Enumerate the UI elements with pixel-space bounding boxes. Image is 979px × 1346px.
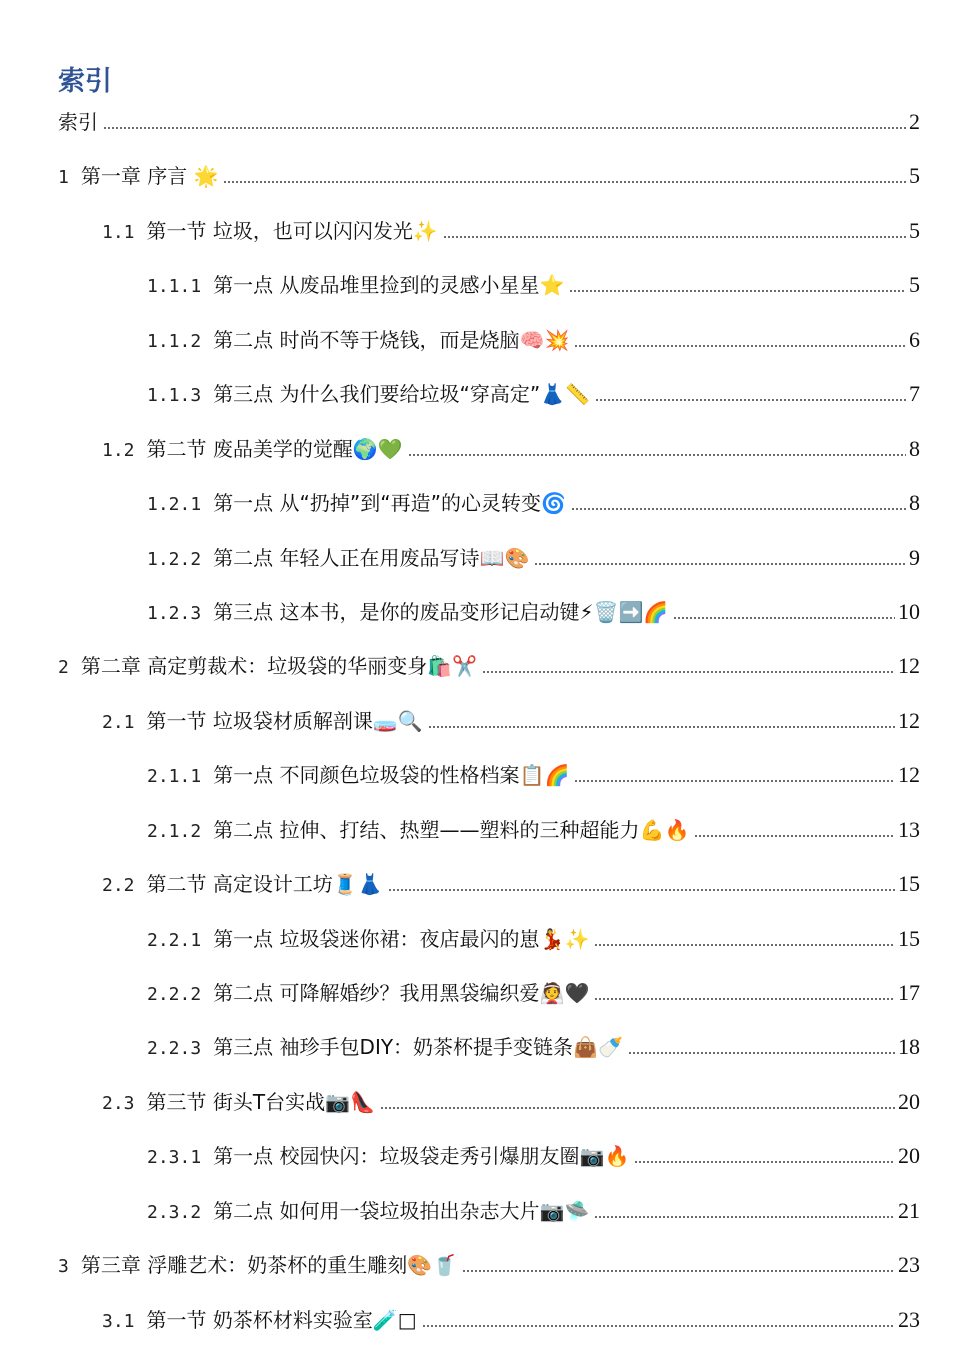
toc-entry-number: 2.2.2: [147, 984, 202, 1005]
petri-dish-icon: 🧫: [372, 708, 398, 733]
dot-leader: [103, 127, 906, 129]
toc-entry-title: 第二节 高定设计工坊: [146, 872, 333, 897]
toc-entry-page-number: 7: [909, 381, 920, 407]
toc-entry-title: 第二章 高定剪裁术：垃圾袋的华丽变身: [80, 654, 428, 679]
toc-entry-label: [102, 706, 423, 738]
dot-leader: [594, 998, 895, 1000]
toc-entry[interactable]: [58, 924, 920, 954]
toc-entry[interactable]: [58, 869, 920, 899]
rainbow-icon: 🌈: [643, 599, 669, 624]
toc-entry-label: [102, 434, 403, 466]
toc-entry-label: [58, 651, 477, 683]
toc-entry-page-number: 8: [909, 435, 920, 461]
camera-icon: 📷: [579, 1144, 605, 1169]
dot-leader: [673, 617, 895, 619]
toc-entry-label: [58, 107, 98, 137]
ruler-icon: 📏: [565, 382, 591, 407]
toc-entry-label: [147, 1141, 629, 1173]
dot-leader: [571, 508, 906, 510]
brain-icon: 🧠: [519, 327, 545, 352]
toc-entry-title: 第一点 从废品堆里捡到的灵感小星星: [213, 273, 540, 298]
toc-entry-title: 第一章 序言: [80, 164, 194, 189]
toc-entry-number: 1.2.3: [147, 602, 202, 624]
toc-entry-title: 第二节 废品美学的觉醒: [146, 436, 353, 461]
toc-entry-page-number: 10: [898, 598, 920, 624]
shopping-bags-icon: 🛍️: [427, 654, 453, 679]
toc-entry-title: 第二点 年轻人正在用废品写诗: [213, 545, 480, 570]
toc-entry[interactable]: [58, 543, 920, 573]
toc-entry-label: [147, 270, 564, 302]
toc-entry-number: 2.2: [102, 875, 135, 897]
toc-entry-label: [102, 1087, 375, 1119]
toc-entry-label: [147, 543, 529, 575]
toc-entry-title: 第二点 如何用一袋垃圾拍出杂志大片: [213, 1198, 540, 1223]
dot-leader: [443, 236, 906, 238]
toc-entry-page-number: 23: [898, 1252, 920, 1278]
dot-leader: [574, 345, 906, 347]
palette-icon: 🎨: [407, 1253, 433, 1278]
toc-entry-page-number: 12: [898, 762, 920, 788]
sparkles-icon: ✨: [412, 218, 438, 243]
green-heart-icon: 💚: [377, 436, 403, 461]
dot-leader: [422, 1325, 895, 1327]
toc-entry-title: 第一点 不同颜色垃圾袋的性格档案: [213, 763, 520, 788]
toc-entry-page-number: 13: [898, 816, 920, 842]
magnifier-icon: 🔍: [397, 708, 423, 733]
toc-entry[interactable]: [58, 1250, 920, 1280]
black-heart-icon: 🖤: [564, 981, 590, 1005]
palette-icon: 🎨: [504, 545, 530, 570]
toc-entry-label: [147, 488, 566, 520]
toc-entry-page-number: 21: [898, 1197, 920, 1223]
fire-icon: 🔥: [664, 817, 690, 842]
flying-saucer-icon: 🛸: [564, 1198, 590, 1223]
bride-icon: 👰: [539, 981, 565, 1005]
toc-entry-number: 2.2.1: [147, 929, 202, 951]
open-book-icon: 📖: [479, 545, 505, 570]
toc-entry[interactable]: [58, 1032, 920, 1062]
toc-entry-page-number: 6: [909, 326, 920, 352]
sparkles-icon: ✨: [564, 926, 590, 951]
toc-entry[interactable]: [58, 978, 920, 1008]
dress-icon: 👗: [540, 382, 566, 407]
toc-entry-label: [147, 379, 590, 411]
dot-leader: [534, 563, 906, 565]
toc-entry[interactable]: [58, 1305, 920, 1335]
toc-entry-label: [147, 1196, 589, 1228]
table-of-contents: [58, 107, 920, 1335]
toc-entry[interactable]: [58, 488, 920, 518]
toc-entry-title: 第一点 垃圾袋迷你裙：夜店最闪的崽: [213, 926, 540, 951]
missing-glyph-icon: □: [397, 1307, 417, 1332]
toc-entry-number: 3: [58, 1256, 69, 1278]
toc-entry[interactable]: [58, 270, 920, 300]
toc-entry-number: 1.1.3: [147, 385, 202, 407]
toc-entry-page-number: 15: [898, 871, 920, 897]
toc-entry[interactable]: [58, 325, 920, 355]
toc-entry[interactable]: [58, 706, 920, 736]
toc-entry-page-number: 5: [909, 163, 920, 189]
toc-entry-label: [102, 1305, 417, 1337]
toc-entry-title: 索引: [58, 110, 98, 134]
toc-entry-title: 第三点 袖珍手包DIY：奶茶杯提手变链条: [213, 1035, 574, 1060]
toc-entry-page-number: 20: [898, 1088, 920, 1114]
toc-entry-number: 1: [58, 167, 69, 189]
toc-entry-number: 2.1: [102, 711, 135, 733]
right-arrow-icon: ➡️: [618, 599, 644, 624]
toc-entry-page-number: 5: [909, 217, 920, 243]
toc-entry-label: [147, 1032, 623, 1064]
dot-leader: [408, 454, 906, 456]
toc-entry-number: 2.1.1: [147, 766, 202, 788]
toc-entry[interactable]: [58, 161, 920, 191]
toc-entry-label: [147, 978, 589, 1010]
toc-entry-label: [58, 1250, 457, 1282]
toc-entry-page-number: 12: [898, 653, 920, 679]
toc-entry-page-number: 18: [898, 1034, 920, 1060]
toc-entry[interactable]: [58, 1196, 920, 1226]
toc-entry-number: 2.3.1: [147, 1147, 202, 1169]
toc-entry-number: 1.2.1: [147, 494, 202, 516]
toc-entry-title: 第二点 可降解婚纱？我用黑袋编织爱: [213, 981, 540, 1005]
toc-entry-label: [102, 216, 438, 248]
toc-entry-label: [147, 325, 569, 357]
dot-leader: [462, 1270, 895, 1272]
dot-leader: [594, 944, 895, 946]
toc-entry-label: [147, 924, 589, 956]
toc-entry[interactable]: [58, 379, 920, 409]
toc-entry-title: 第三节 街头T台实战: [146, 1089, 326, 1114]
toc-entry[interactable]: [58, 107, 920, 137]
toc-entry-number: 2.2.3: [147, 1038, 202, 1060]
toc-entry-page-number: 9: [909, 544, 920, 570]
dot-leader: [594, 1216, 895, 1218]
handbag-icon: 👜: [573, 1035, 598, 1060]
toc-entry-page-number: 2: [909, 109, 920, 134]
toc-entry-label: [58, 161, 218, 193]
toc-entry[interactable]: [58, 760, 920, 790]
dot-leader: [223, 181, 906, 183]
dress-icon: 👗: [357, 872, 383, 897]
toc-entry-page-number: 15: [898, 925, 920, 951]
toc-entry[interactable]: [58, 1141, 920, 1171]
toc-entry-title: 第二点 时尚不等于烧钱，而是烧脑: [213, 327, 520, 352]
dot-leader: [595, 399, 906, 401]
toc-entry-number: 1.1.2: [147, 330, 202, 352]
toc-entry-number: 1.2: [102, 439, 135, 461]
toc-entry-label: [102, 869, 383, 901]
toc-entry-number: 3.1: [102, 1310, 135, 1332]
toc-entry[interactable]: [58, 216, 920, 246]
toc-entry-title: 第三点 为什么我们要给垃圾“穿高定”: [213, 382, 541, 407]
bottle-icon: 🍼: [597, 1035, 623, 1060]
toc-entry-title: 第三章 浮雕艺术：奶茶杯的重生雕刻: [80, 1253, 408, 1278]
toc-entry-title: 第一节 垃圾袋材质解剖课: [146, 708, 373, 733]
test-tube-icon: 🧪: [372, 1307, 398, 1332]
camera-icon: 📷: [325, 1089, 350, 1114]
lightning-icon: ⚡: [579, 599, 594, 624]
dot-leader: [482, 671, 895, 673]
scissors-icon: ✂️: [452, 654, 478, 679]
dot-leader: [694, 835, 895, 837]
toc-entry-number: 1.1.1: [147, 276, 202, 298]
toc-entry-number: 2: [58, 657, 69, 679]
collision-icon: 💥: [544, 327, 570, 352]
dot-leader: [628, 1052, 895, 1054]
page-title: 索引: [58, 66, 112, 97]
toc-entry-title: 第一点 校园快闪：垃圾袋走秀引爆朋友圈: [213, 1144, 580, 1169]
thread-spool-icon: 🧵: [332, 872, 358, 897]
dot-leader: [574, 780, 895, 782]
dot-leader: [388, 889, 895, 891]
toc-entry-number: 2.3.2: [147, 1201, 202, 1223]
flexed-biceps-icon: 💪: [639, 817, 665, 842]
toc-entry-page-number: 8: [909, 490, 920, 516]
toc-entry-page-number: 20: [898, 1143, 920, 1169]
cup-with-straw-icon: 🥤: [432, 1253, 458, 1278]
toc-entry-title: 第一节 垃圾，也可以闪闪发光: [146, 218, 413, 243]
clipboard-icon: 📋: [519, 763, 545, 788]
toc-entry-title: 第三点 这本书，是你的废品变形记启动键: [213, 599, 580, 624]
toc-entry-page-number: 23: [898, 1306, 920, 1332]
toc-entry-page-number: 17: [898, 980, 920, 1005]
toc-entry[interactable]: [58, 1087, 920, 1117]
toc-entry-label: [147, 597, 668, 629]
toc-entry-title: 第一点 从“扔掉”到“再造”的心灵转变: [213, 491, 541, 516]
fire-icon: 🔥: [604, 1144, 630, 1169]
dot-leader: [569, 290, 906, 292]
star-icon: ⭐: [539, 273, 565, 298]
toc-entry[interactable]: [58, 597, 920, 627]
toc-entry[interactable]: [58, 815, 920, 845]
toc-entry-label: [147, 815, 689, 847]
toc-entry-page-number: 12: [898, 707, 920, 733]
toc-entry[interactable]: [58, 434, 920, 464]
dot-leader: [634, 1161, 895, 1163]
glowing-star-icon: 🌟: [193, 164, 219, 189]
cyclone-icon: 🌀: [541, 491, 566, 516]
toc-entry-number: 2.3: [102, 1092, 135, 1114]
camera-icon: 📷: [539, 1198, 565, 1223]
dancer-icon: 💃: [539, 926, 565, 951]
toc-entry-title: 第一节 奶茶杯材料实验室: [146, 1307, 373, 1332]
wastebasket-icon: 🗑️: [593, 599, 619, 624]
dot-leader: [428, 726, 895, 728]
globe-icon: 🌍: [352, 436, 378, 461]
rainbow-icon: 🌈: [544, 763, 570, 788]
toc-entry-title: 第二点 拉伸、打结、热塑——塑料的三种超能力: [213, 817, 640, 842]
toc-entry-number: 2.1.2: [147, 820, 202, 842]
high-heel-icon: 👠: [350, 1089, 375, 1114]
dot-leader: [380, 1107, 895, 1109]
toc-entry[interactable]: [58, 651, 920, 681]
toc-entry-label: [147, 760, 569, 792]
toc-entry-number: 1.1: [102, 221, 135, 243]
toc-entry-number: 1.2.2: [147, 548, 202, 570]
toc-entry-page-number: 5: [909, 272, 920, 298]
